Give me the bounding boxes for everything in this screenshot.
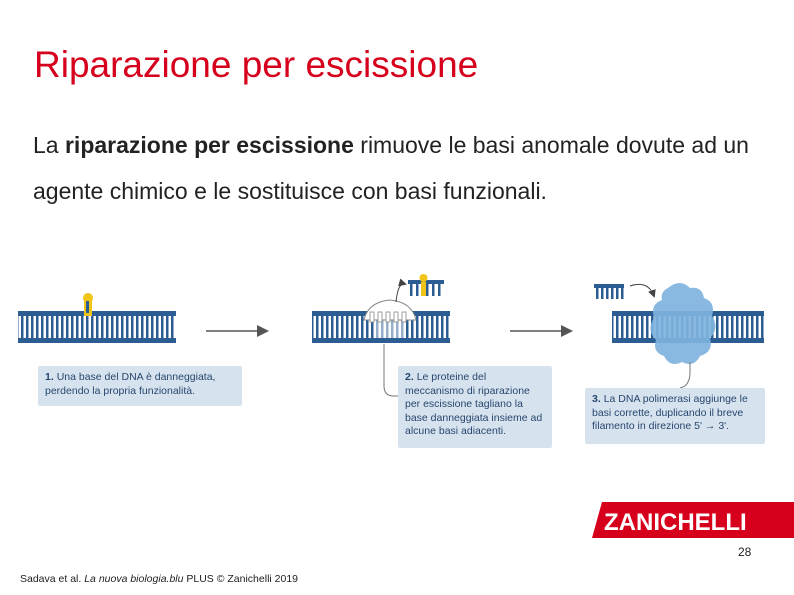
step-2-line-1: Le proteine del (416, 371, 487, 383)
slide-title: Riparazione per escissione (34, 44, 479, 85)
slide-body-text (33, 122, 773, 214)
page-number: 28 (738, 545, 752, 559)
excised-fragment-icon (408, 274, 444, 296)
dna-polymerase-icon (650, 283, 715, 364)
callout-line-3 (680, 362, 690, 388)
step-3-number: 3. (592, 393, 601, 405)
polymerase-arrow (630, 284, 654, 296)
logo-text: ZANICHELLI (604, 509, 747, 536)
step-1-number: 1. (45, 371, 54, 383)
caption-step-3 (585, 388, 765, 444)
repair-enzyme-outline-icon (364, 300, 416, 322)
excision-repair-figure (0, 268, 794, 458)
step-1-line-2: perdendo la propria funzionalità. (45, 384, 196, 397)
zanichelli-logo (592, 499, 794, 541)
removed-fragment-icon (594, 284, 624, 299)
footer-edition: PLUS © Zanichelli 2019 (183, 573, 299, 585)
damaged-base-icon (83, 293, 93, 316)
caption-step-2 (398, 366, 552, 448)
step-2-number: 2. (405, 371, 414, 383)
body-suffix: rimuove le basi anomale dovute ad un agente chimico e le sostituisce con basi funzionali. (33, 132, 749, 204)
step-1-line-1: Una base del DNA è danneggiata, (56, 371, 216, 383)
step-2-line-4: base danneggiata insieme ad (405, 411, 543, 424)
caption-step-1 (38, 366, 242, 406)
step-2-line-2: meccanismo di riparazione (405, 384, 530, 397)
step-3-line-3: filamento in direzione 5' → 3'. (592, 420, 730, 432)
excision-arrow (396, 284, 405, 302)
footer-authors: Sadava et al. (20, 573, 85, 585)
step-3-line-1: La DNA polimerasi aggiunge le (603, 393, 748, 405)
body-prefix: La (33, 132, 65, 158)
dna-helix-repaired (594, 283, 764, 388)
step-2-line-5: alcune basi adiacenti. (405, 425, 506, 437)
dna-helix-damaged (18, 293, 176, 343)
footer-citation (20, 573, 298, 585)
body-bold-term: riparazione per escissione (64, 132, 354, 158)
step-3-line-2: basi corrette, duplicando il breve (592, 406, 744, 419)
step-2-line-3: per escissione tagliano la (405, 398, 523, 410)
footer-book-title: La nuova biologia.blu (84, 573, 184, 585)
